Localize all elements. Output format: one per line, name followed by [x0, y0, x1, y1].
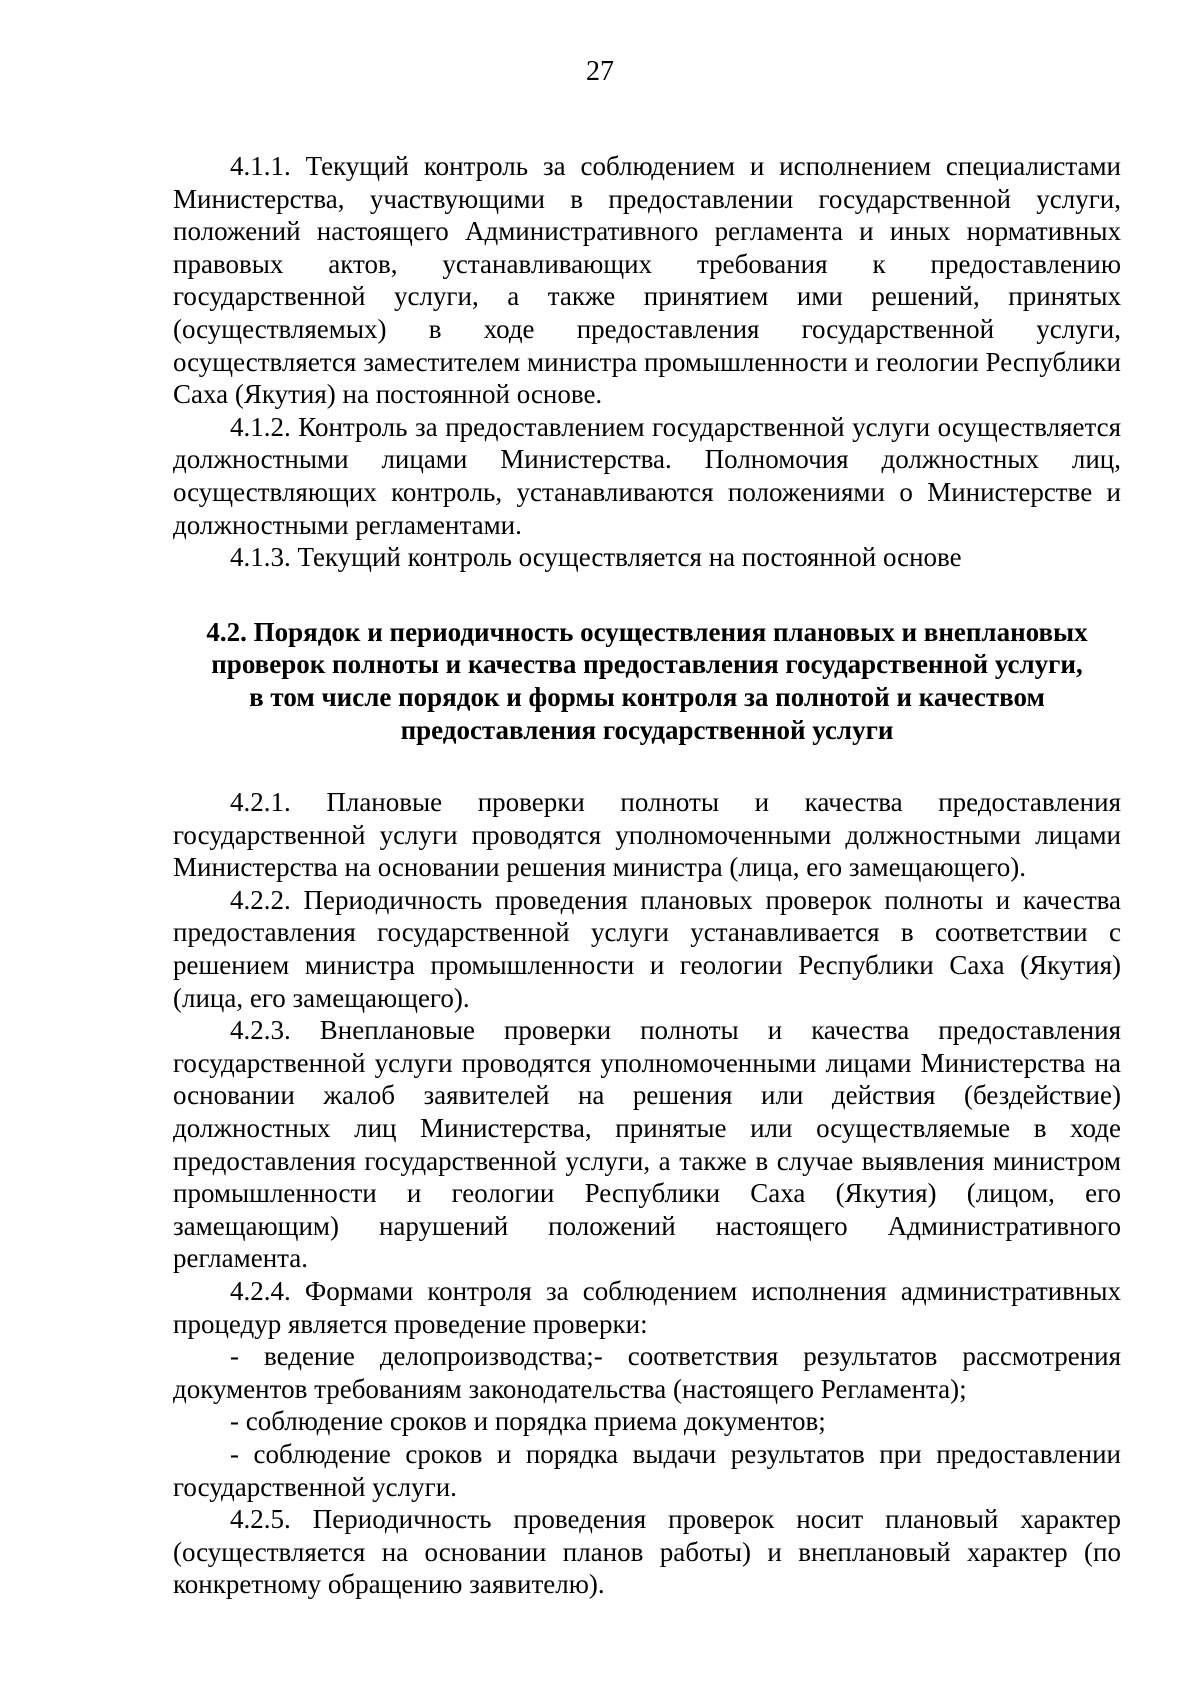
section-heading-4-2: 4.2. Порядок и периодичность осуществления плановых и внеплановых проверок полноты и качества предоставления государственной услуги, в том числе порядок и формы контроля за полнотой и качеством предоставления государственной услуги [206, 616, 1088, 745]
paragraph-4-1-2: 4.1.2. Контроль за предоставлением государственной услуги осуществляется должностными лицами Министерства. Полномочия должностных лиц, осуществляющих контроль, устанавливаются положениями о Министерстве и должностными регламентами. [173, 411, 1121, 540]
list-item-acceptance-deadlines: - соблюдение сроков и порядка приема документов; [230, 1406, 826, 1437]
paragraph-4-2-5: 4.2.5. Периодичность проведения проверок носит плановый характер (осуществляется на основании планов работы) и внеплановый характер (по конкретному обращению заявителю). [173, 1504, 1121, 1600]
list-item-record-keeping: - ведение делопроизводства;- соответствия результатов рассмотрения документов требованиям законодательства (настоящего Регламента); [173, 1341, 1121, 1404]
paragraph-4-2-4: 4.2.4. Формами контроля за соблюдением исполнения административных процедур является проведение проверки: [173, 1276, 1121, 1339]
page-number: 27 [586, 56, 614, 87]
document-body [173, 150, 1121, 1601]
list-item-issuance-deadlines: - соблюдение сроков и порядка выдачи результатов при предоставлении государственной услуги. [173, 1438, 1121, 1502]
paragraph-4-2-2: 4.2.2. Периодичность проведения плановых проверок полноты и качества предоставления государственной услуги устанавливается в соответствии с решением министра промышленности и геологии Республики Саха (Якутия) (лица, его замещающего). [173, 884, 1121, 1013]
paragraph-4-1-1: 4.1.1. Текущий контроль за соблюдением и исполнением специалистами Министерства, участвующими в предоставлении государственной услуги, положений настоящего Административного регламента и иных нормативных правовых актов, устанавливающих требования к предоставлению государственной услуги, а также принятием ими решений, принятых (осуществляемых) в ходе предоставления государственной услуги, осуществляется заместителем министра промышленности и геологии Республики Саха (Якутия) на постоянной основе. [173, 151, 1121, 410]
paragraph-4-2-1: 4.2.1. Плановые проверки полноты и качества предоставления государственной услуги проводятся уполномоченными должностными лицами Министерства на основании решения министра (лица, его замещающего). [173, 787, 1121, 883]
paragraph-4-2-3: 4.2.3. Внеплановые проверки полноты и качества предоставления государственной услуги проводятся уполномоченными лицами Министерства на основании жалоб заявителей на решения или действия (бездействие) должностных лиц Министерства, принятые или осуществляемые в ходе предоставления государственной услуги, а также в случае выявления министром промышленности и геологии Республики Саха (Якутия) (лицом, его замещающим) нарушений положений настоящего Административного регламента. [173, 1015, 1121, 1274]
paragraph-4-1-3: 4.1.3. Текущий контроль осуществляется на постоянной основе [230, 542, 962, 573]
